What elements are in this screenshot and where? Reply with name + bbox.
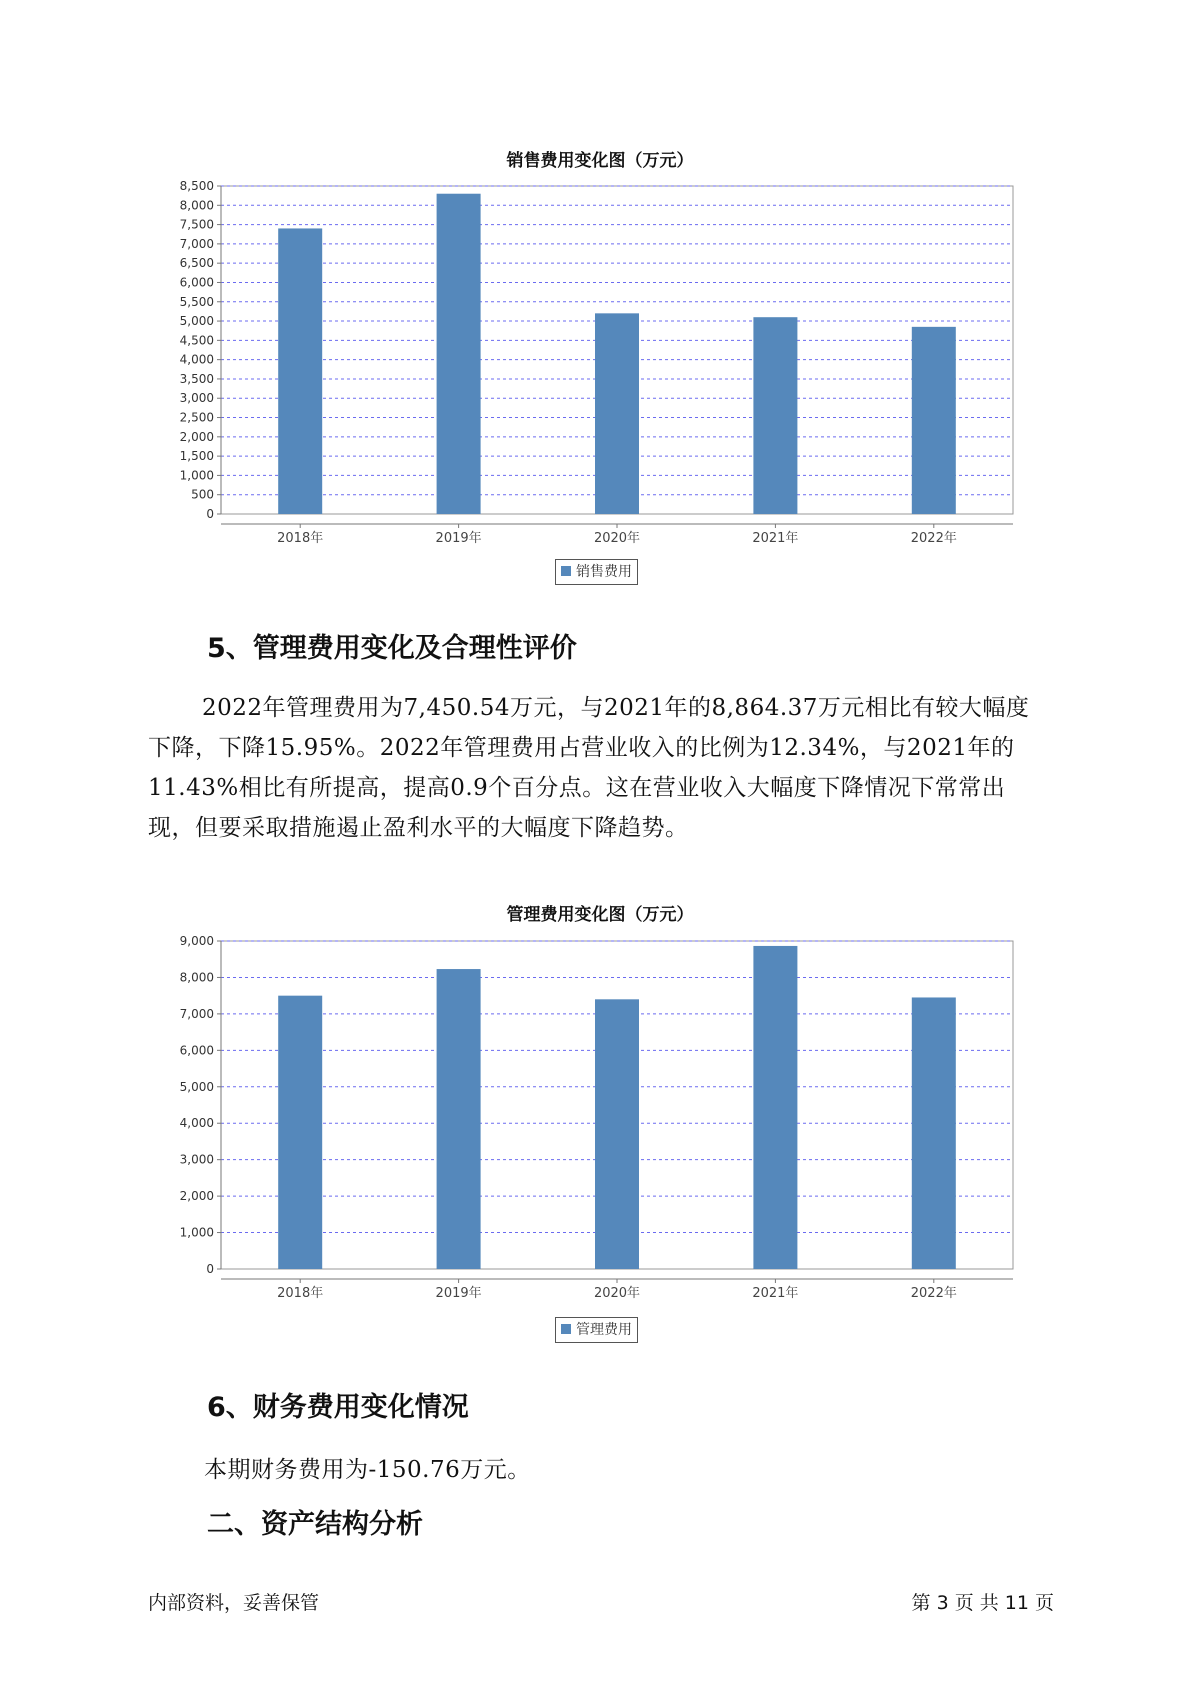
x-tick-label: 2022年 <box>910 531 957 546</box>
legend-swatch <box>561 1324 571 1334</box>
legend-label: 管理费用 <box>576 1322 632 1338</box>
y-tick-label: 7,000 <box>179 236 214 251</box>
y-tick-label: 5,500 <box>179 294 214 309</box>
y-tick-label: 1,500 <box>179 449 214 464</box>
y-tick-label: 9,000 <box>179 935 214 948</box>
x-tick-label: 2018年 <box>277 1286 324 1301</box>
bar <box>437 969 481 1269</box>
bar <box>912 997 956 1269</box>
chart-legend-sales <box>555 559 638 585</box>
footer-confidential-note: 内部资料，妥善保管 <box>148 1592 320 1614</box>
y-tick-label: 3,000 <box>179 1152 214 1167</box>
y-tick-label: 7,000 <box>179 1006 214 1021</box>
section-6-heading: 6、财务费用变化情况 <box>207 1392 469 1423</box>
y-tick-label: 4,000 <box>179 352 214 367</box>
bar <box>912 327 956 514</box>
chart-title-sales: 销售费用变化图（万元） <box>506 151 694 171</box>
y-tick-label: 6,000 <box>179 275 214 290</box>
y-tick-label: 0 <box>206 1262 214 1276</box>
y-tick-label: 4,000 <box>179 1116 214 1131</box>
section-two-heading: 二、资产结构分析 <box>207 1509 423 1540</box>
y-tick-label: 6,000 <box>179 1043 214 1058</box>
y-tick-label: 2,500 <box>179 410 214 425</box>
y-tick-label: 7,500 <box>179 217 214 232</box>
y-tick-label: 8,500 <box>179 180 214 193</box>
bar <box>278 996 322 1269</box>
x-tick-label: 2019年 <box>435 531 482 546</box>
footer-page-number: 第 3 页 共 11 页 <box>911 1592 1054 1614</box>
y-tick-label: 4,500 <box>179 333 214 348</box>
section-6-paragraph: 本期财务费用为-150.76万元。 <box>204 1457 531 1483</box>
sales-expense-chart <box>150 180 1030 560</box>
y-tick-label: 3,000 <box>179 391 214 406</box>
y-tick-label: 8,000 <box>179 198 214 213</box>
chart-legend-admin <box>555 1317 638 1343</box>
x-tick-label: 2018年 <box>277 531 324 546</box>
bar <box>437 194 481 514</box>
x-tick-label: 2019年 <box>435 1286 482 1301</box>
chart-title-admin: 管理费用变化图（万元） <box>506 905 694 925</box>
legend-swatch <box>561 566 571 576</box>
y-tick-label: 3,500 <box>179 371 214 386</box>
y-tick-label: 5,000 <box>179 1079 214 1094</box>
section-5-heading: 5、管理费用变化及合理性评价 <box>207 633 577 664</box>
y-tick-label: 500 <box>191 487 214 502</box>
y-tick-label: 8,000 <box>179 970 214 985</box>
x-tick-label: 2020年 <box>593 531 641 546</box>
section-5-paragraph: 2022年管理费用为7,450.54万元，与2021年的8,864.37万元相比有较大幅度下降，下降15.95%。2022年管理费用占营业收入的比例为12.34%，与2021年的11.43%相比有所提高，提高0.9个百分点。这在营业收入大幅度下降情况下常常出现，但要采取措施遏止盈利水平的大幅度下降趋势。 <box>148 695 1030 841</box>
y-tick-label: 2,000 <box>179 429 214 444</box>
legend-label: 销售费用 <box>576 564 632 580</box>
bar <box>753 946 797 1269</box>
x-tick-label: 2022年 <box>910 1286 957 1301</box>
x-tick-label: 2020年 <box>593 1286 641 1301</box>
bar <box>278 228 322 514</box>
bar <box>595 999 639 1269</box>
y-tick-label: 1,000 <box>179 468 214 483</box>
y-tick-label: 2,000 <box>179 1189 214 1204</box>
bar <box>595 313 639 514</box>
x-tick-label: 2021年 <box>752 531 799 546</box>
y-tick-label: 6,500 <box>179 256 214 271</box>
y-tick-label: 1,000 <box>179 1225 214 1240</box>
x-tick-label: 2021年 <box>752 1286 799 1301</box>
bar <box>753 317 797 514</box>
y-tick-label: 5,000 <box>179 314 214 329</box>
admin-expense-chart <box>150 935 1030 1315</box>
y-tick-label: 0 <box>206 507 214 521</box>
